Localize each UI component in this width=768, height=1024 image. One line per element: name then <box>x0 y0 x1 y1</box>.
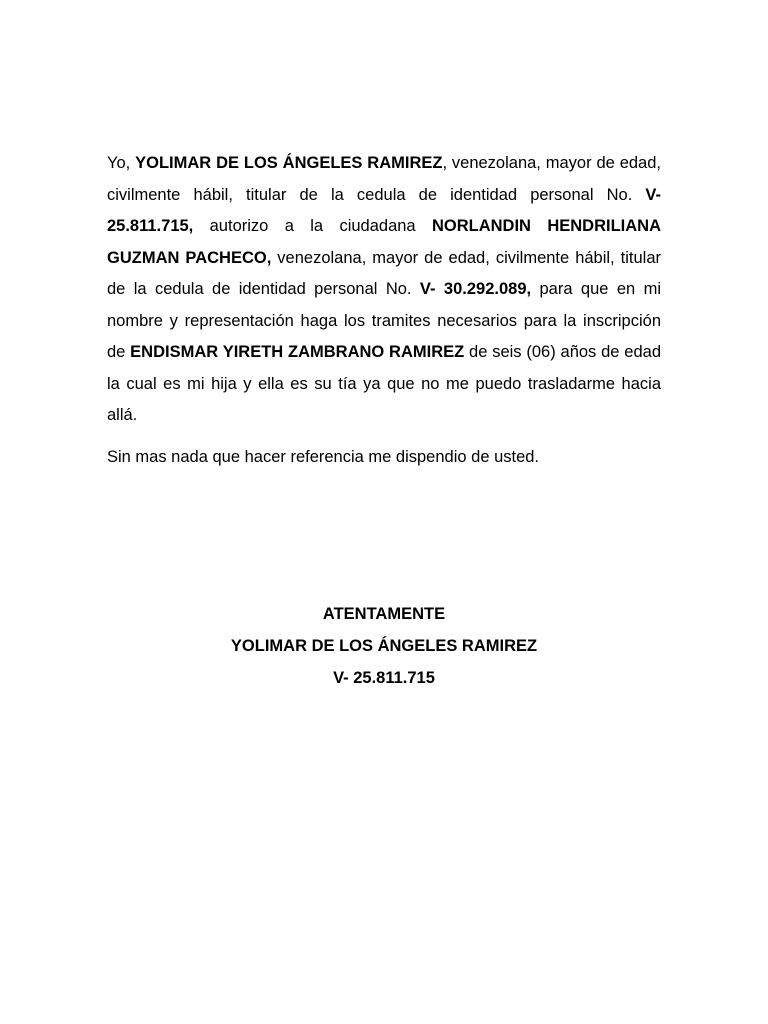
text-segment: , venezolana, mayor de edad, civilmente hábil, titular de la cedula de identidad personal No. <box>107 154 661 204</box>
closing-paragraph: Sin mas nada que hacer referencia me dispendio de usted. <box>107 447 540 466</box>
signer-name: YOLIMAR DE LOS ÁNGELES RAMIREZ <box>230 637 538 655</box>
text-segment: autorizo a la ciudadana <box>193 217 432 235</box>
text-segment: Yo, <box>107 154 136 172</box>
grantor-name: YOLIMAR DE LOS ÁNGELES RAMIREZ <box>135 154 443 172</box>
authorization-paragraph <box>107 148 661 432</box>
text-segment: para que en mi nombre y representación haga los tramites necesarios para la inscripción de <box>107 280 661 361</box>
document-body <box>107 148 661 473</box>
salutation: ATENTAMENTE <box>322 605 446 623</box>
authorized-id: V- 30.292.089, <box>419 280 532 298</box>
text-segment: venezolana, mayor de edad, civilmente hábil, titular de la cedula de identidad personal No. <box>107 248 662 298</box>
signer-id: V- 25.811.715 <box>333 669 435 687</box>
text-segment: de seis (06) años de edad la cual es mi hija y ella es su tía ya que no me puedo trasladarme hacia allá. <box>107 343 661 424</box>
authorized-name: NORLANDIN HENDRILIANA GUZMAN PACHECO, <box>107 217 661 267</box>
grantor-id: V- 25.811.715, <box>107 185 661 235</box>
child-name: ENDISMAR YIRETH ZAMBRANO RAMIREZ <box>130 343 465 361</box>
signature-block <box>0 598 768 694</box>
